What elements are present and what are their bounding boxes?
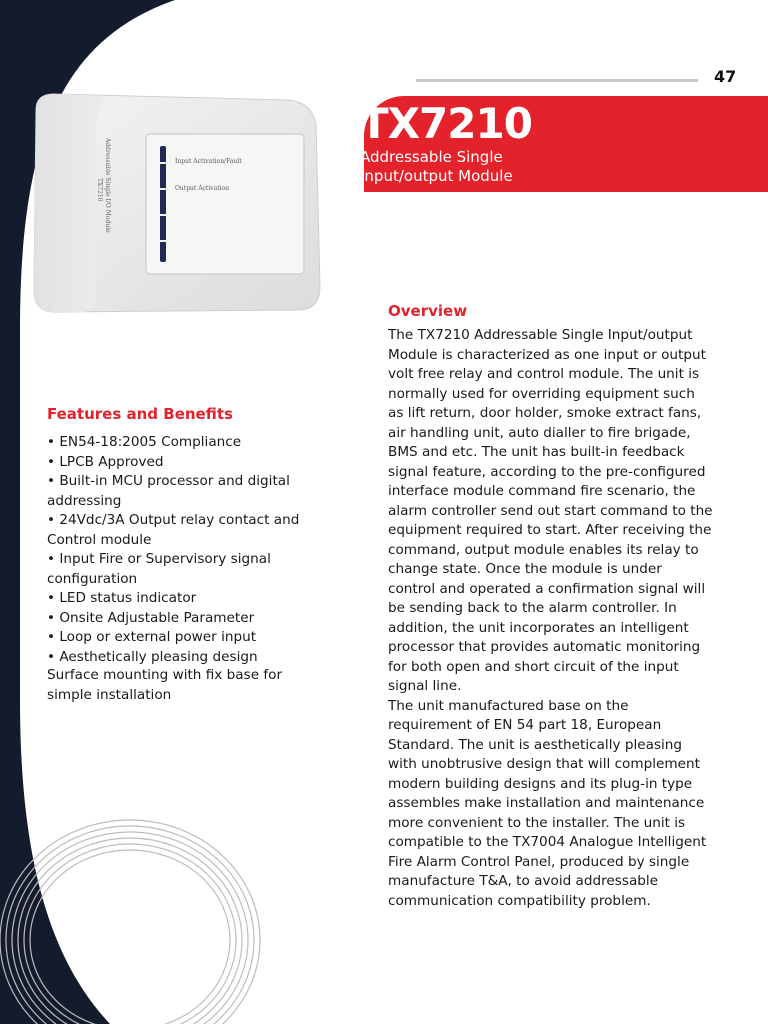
feature-item: • LED status indicator <box>47 590 197 606</box>
page-number: 47 <box>714 67 737 86</box>
overview-paragraph-1: The TX7210 Addressable Single Input/output Module is characterized as one input or output volt free relay and control module. The unit is normally used for overriding equipment such as lift return, door holder, smoke extract fans, air handling unit, auto dialler to fire brigade, BMS and etc. The unit has built-in feedback signal feature, according to the pre-configured interface module command fire scenario, the alarm controller send out start command to the equipment required to start. After receiving the command, output module enables its relay to change state. Once the module is under control and operated a confirmation signal will be sending back to the alarm controller. In addition, the unit incorporates an intelligent processor that provides automatic monitoring for both open and short circuit of the input signal line. <box>388 327 713 694</box>
side-label-2: Addressable Single I/O Module <box>104 138 111 233</box>
product-model: TX7210 <box>360 99 532 148</box>
panel-label-1: Input Activation/Fault <box>175 158 242 165</box>
feature-item: • Aesthetically pleasing design <box>47 648 258 665</box>
features-note: Surface mounting with fix base for simple installation <box>47 667 283 703</box>
side-label-1: TX7210 <box>96 178 103 202</box>
feature-item: • 24Vdc/3A Output relay contact and Control module <box>47 512 300 548</box>
feature-item: • Onsite Adjustable Parameter <box>47 609 255 626</box>
header-rule <box>416 79 698 82</box>
feature-item: • EN54-18:2005 Compliance <box>47 434 242 450</box>
features-heading: Features and Benefits <box>47 405 233 423</box>
feature-item: • Loop or external power input <box>47 629 257 645</box>
feature-item: • LPCB Approved <box>47 453 164 470</box>
feature-item: • Input Fire or Supervisory signal configuration <box>47 551 271 587</box>
overview-paragraph-2: The unit manufactured base on the requirement of EN 54 part 18, European Standard. The unit is aesthetically pleasing with unobtrusive design that will complement modern building designs and its plug-in type assembles make installation and maintenance more convenient to the installer. The unit is compatible to the TX7004 Analogue Intelligent Fire Alarm Control Panel, produced by single manufacture T&A, to avoid addressable communication compatibility problem. <box>388 697 707 909</box>
panel-label-2: Output Activation <box>175 185 230 192</box>
product-image <box>30 90 330 315</box>
overview-heading: Overview <box>388 302 468 320</box>
subtitle-line-1: Addressable Single <box>360 148 503 166</box>
subtitle-line-2: Input/output Module <box>360 167 513 185</box>
feature-item: • Built-in MCU processor and digital addressing <box>47 473 290 509</box>
features-list <box>47 433 322 667</box>
overview-body <box>388 326 713 911</box>
product-subtitle <box>360 148 580 186</box>
decorative-rings <box>0 790 300 1024</box>
